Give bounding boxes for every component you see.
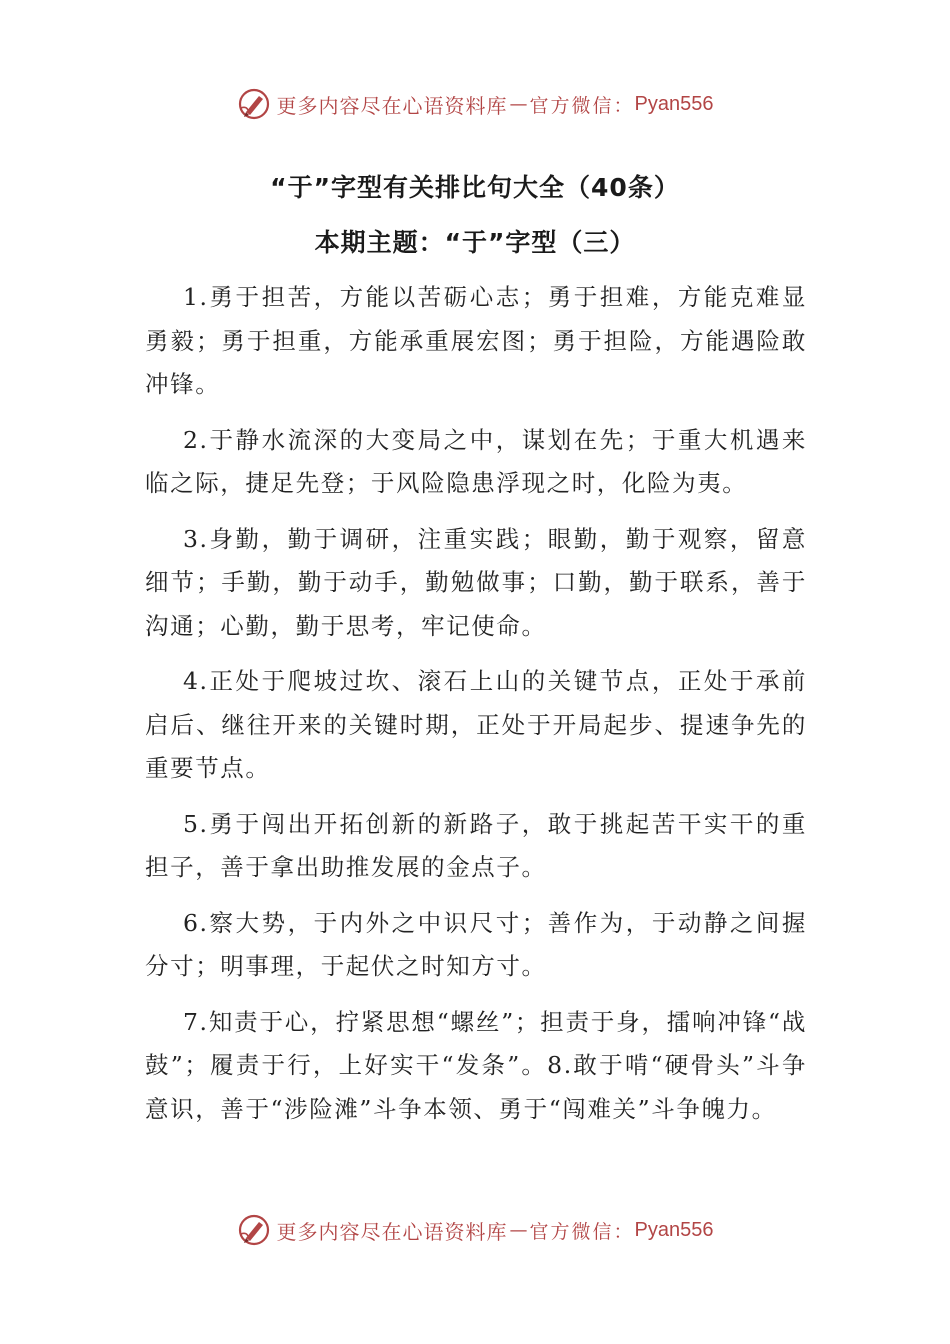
watermark-brand: 更多内容尽在心语资料库 (276, 1219, 508, 1244)
footer-watermark (0, 1208, 950, 1252)
watermark-wechat-label: 官方微信： (529, 1220, 635, 1243)
document-body (145, 276, 807, 1143)
watermark-wechat-id: Pyan556 (634, 92, 714, 115)
paragraph-2: 2.于静水流深的大变局之中，谋划在先；于重大机遇来临之际，捷足先登；于风险隐患浮现之时，化险为夷。 (145, 425, 807, 497)
paragraph-5: 5.勇于闯出开拓创新的新路子，敢于挑起苦干实干的重担子，善于拿出助推发展的金点子。 (145, 809, 807, 881)
paragraph-7: 7.知责于心，拧紧思想“螺丝”；担责于身，擂响冲锋“战鼓”；履责于行，上好实干“发条”。8.敢于啃“硬骨头”斗争意识，善于“涉险滩”斗争本领、勇于“闯难关”斗争魄力。 (145, 1007, 807, 1123)
document-title: “于”字型有关排比句大全（40条） (270, 173, 680, 202)
document-subtitle: 本期主题：“于”字型（三） (314, 228, 636, 257)
watermark-wechat-id: Pyan556 (634, 1218, 714, 1241)
header-watermark (0, 82, 950, 126)
pen-logo-icon (237, 87, 271, 121)
watermark-brand: 更多内容尽在心语资料库 (276, 93, 508, 118)
watermark-dash: — (509, 93, 528, 115)
pen-logo-icon (237, 1213, 271, 1247)
paragraph-3: 3.身勤，勤于调研，注重实践；眼勤，勤于观察，留意细节；手勤，勤于动手，勤勉做事；口勤，勤于联系，善于沟通；心勤，勤于思考，牢记使命。 (145, 524, 807, 640)
watermark-dash: — (509, 1219, 528, 1241)
paragraph-4: 4.正处于爬坡过坎、滚石上山的关键节点，正处于承前启后、继往开来的关键时期，正处于开局起步、提速争先的重要节点。 (145, 667, 807, 782)
paragraph-6: 6.察大势，于内外之中识尺寸；善作为，于动静之间握分寸；明事理，于起伏之时知方寸。 (145, 908, 807, 980)
paragraph-1: 1.勇于担苦，方能以苦砺心志；勇于担难，方能克难显勇毅；勇于担重，方能承重展宏图；勇于担险，方能遇险敢冲锋。 (145, 283, 807, 398)
watermark-wechat-label: 官方微信： (529, 94, 635, 117)
